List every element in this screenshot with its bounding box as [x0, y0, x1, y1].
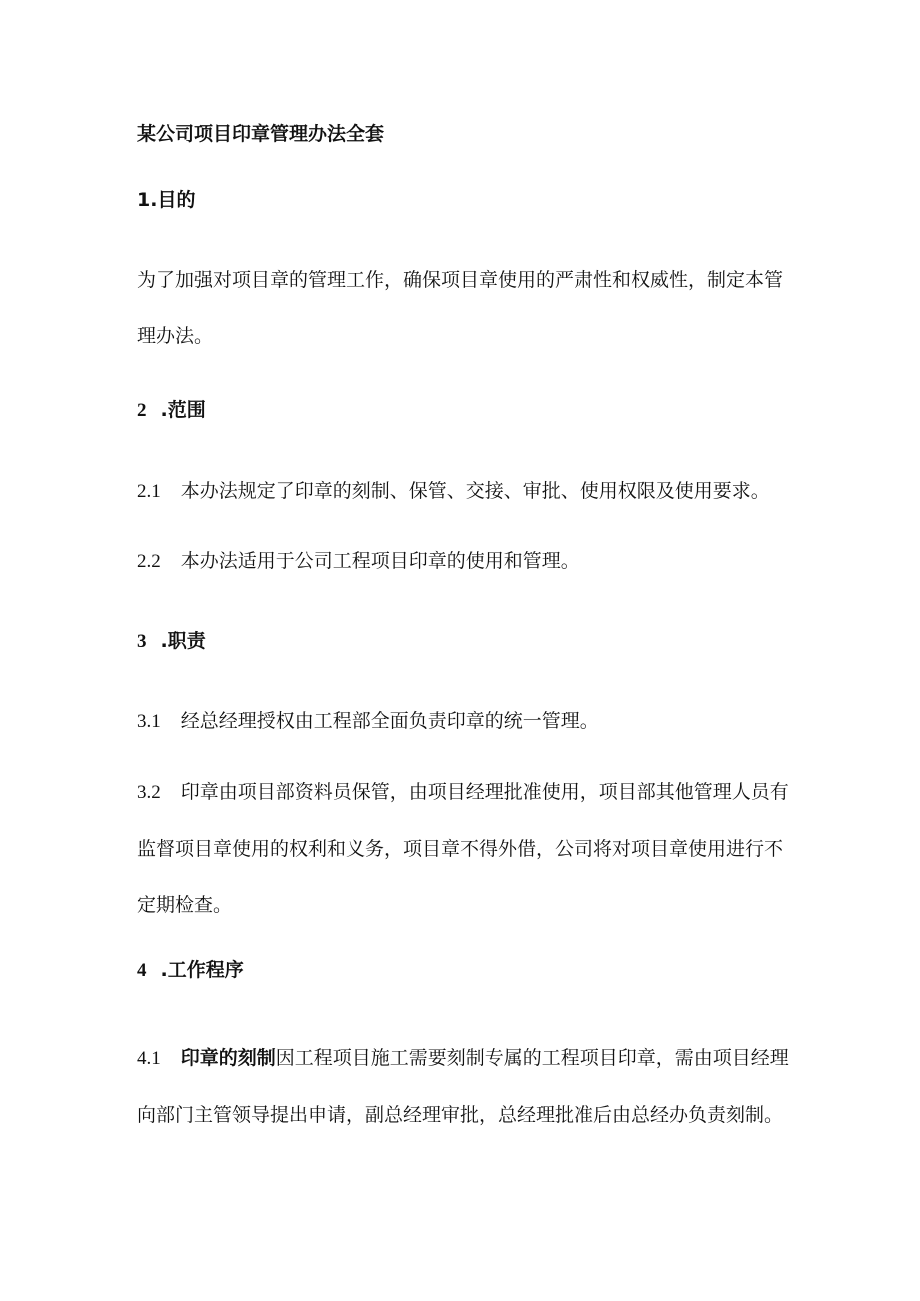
- item-3-2: [137, 764, 792, 933]
- section-4-heading: [137, 942, 797, 999]
- item-4-1-number: 4.1: [137, 1048, 161, 1069]
- section-3-title: .职责: [160, 630, 206, 652]
- section-1-paragraph: 为了加强对项目章的管理工作，确保项目章使用的严肃性和权威性，制定本管理办法。: [137, 269, 784, 347]
- item-2-1-number: 2.1: [137, 481, 161, 502]
- item-2-2-text: 本办法适用于公司工程项目印章的使用和管理。: [180, 550, 580, 572]
- section-3-heading: [137, 613, 797, 670]
- item-3-1-text: 经总经理授权由工程部全面负责印章的统一管理。: [180, 710, 599, 732]
- item-2-1-text: 本办法规定了印章的刻制、保管、交接、审批、使用权限及使用要求。: [180, 480, 770, 502]
- item-2-2: [137, 533, 797, 590]
- item-3-2-text: 印章由项目部资料员保管，由项目经理批准使用，项目部其他管理人员有监督项目章使用的权利和义务，项目章不得外借，公司将对项目章使用进行不定期检查。: [137, 781, 789, 916]
- item-3-1: [137, 693, 797, 750]
- document-title: 某公司项目印章管理办法全套: [137, 123, 385, 145]
- section-4-title: .工作程序: [160, 959, 244, 981]
- section-4-number: 4: [137, 960, 147, 981]
- section-3-number: 3: [137, 631, 147, 652]
- item-3-2-number: 3.2: [137, 782, 161, 803]
- item-2-2-number: 2.2: [137, 551, 161, 572]
- item-3-1-number: 3.1: [137, 711, 161, 732]
- item-4-1: [137, 1030, 792, 1143]
- section-1-heading: 1.目的: [137, 189, 196, 211]
- section-2-title: .范围: [160, 399, 206, 421]
- item-4-1-text: 因工程项目施工需要刻制专属的工程项目印章，需由项目经理向部门主管领导提出申请，副总经理审批，总经理批准后由总经办负责刻制。: [137, 1047, 789, 1126]
- section-2-number: 2: [137, 400, 147, 421]
- item-2-1: [137, 463, 817, 520]
- item-4-1-bold-lead: 印章的刻制: [180, 1047, 276, 1069]
- section-2-heading: [137, 382, 797, 439]
